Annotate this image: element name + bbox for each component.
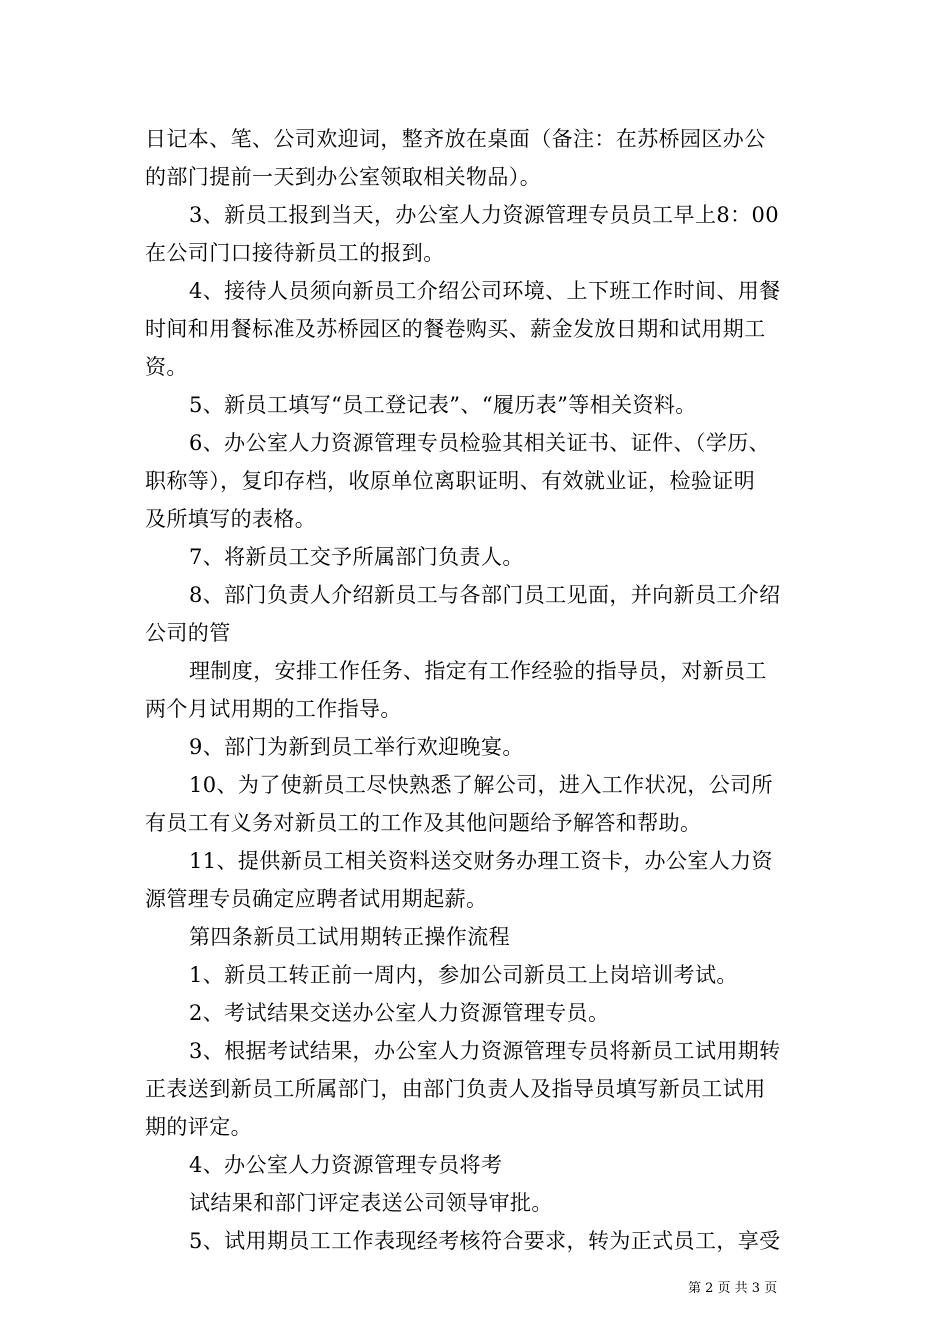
- text-line: 资。: [145, 355, 188, 379]
- text-line: 在公司门口接待新员工的报到。: [145, 241, 445, 265]
- text-line: 9、部门为新到员工举行欢迎晚宴。: [189, 735, 524, 759]
- text-line: 试结果和部门评定表送公司领导审批。: [189, 1191, 553, 1215]
- text-line: 时间和用餐标准及苏桥园区的餐卷购买、薪金发放日期和试用期工: [145, 317, 766, 341]
- text-line: 公司的管: [145, 621, 231, 645]
- text-line: 1、新员工转正前一周内，参加公司新员工上岗培训考试。: [189, 963, 738, 987]
- text-line: 及所填写的表格。: [145, 507, 317, 531]
- text-line: 4、接待人员须向新员工介绍公司环境、上下班工作时间、用餐: [189, 279, 781, 303]
- text-line: 两个月试用期的工作指导。: [145, 697, 402, 721]
- text-line: 3、根据考试结果，办公室人力资源管理专员将新员工试用期转: [189, 1039, 781, 1063]
- text-line: 期的评定。: [145, 1115, 252, 1139]
- text-line: 第四条新员工试用期转正操作流程: [189, 925, 510, 949]
- document-body: [145, 120, 813, 1260]
- text-line: 10、为了使新员工尽快熟悉了解公司，进入工作状况，公司所: [189, 773, 773, 797]
- text-line: 理制度，安排工作任务、指定有工作经验的指导员，对新员工: [189, 659, 767, 683]
- page-number: 第 2 页 共 3 页: [688, 1281, 778, 1296]
- text-line: 日记本、笔、公司欢迎词，整齐放在桌面（备注：在苏桥园区办公: [145, 127, 766, 151]
- text-line: 职称等），复印存档，收原单位离职证明、有效就业证，检验证明: [145, 469, 756, 493]
- text-line: 5、新员工填写“员工登记表”、“履历表”等相关资料。: [189, 393, 697, 417]
- text-line: 源管理专员确定应聘者试用期起薪。: [145, 887, 488, 911]
- text-line: 4、办公室人力资源管理专员将考: [189, 1153, 503, 1177]
- text-line: 的部门提前一天到办公室领取相关物品）。: [145, 165, 542, 189]
- text-line: 8、部门负责人介绍新员工与各部门员工见面，并向新员工介绍: [189, 583, 781, 607]
- text-line: 有员工有义务对新员工的工作及其他问题给予解答和帮助。: [145, 811, 702, 835]
- text-line: 7、将新员工交予所属部门负责人。: [189, 545, 524, 569]
- text-line: 正表送到新员工所属部门，由部门负责人及指导员填写新员工试用: [145, 1077, 766, 1101]
- text-line: 5、试用期员工工作表现经考核符合要求，转为正式员工，享受: [189, 1229, 781, 1253]
- text-line: 6、办公室人力资源管理专员检验其相关证书、证件、（学历、: [189, 431, 771, 455]
- text-line: 3、新员工报到当天，办公室人力资源管理专员员工早上8：00: [189, 203, 780, 227]
- text-line: 11、提供新员工相关资料送交财务办理工资卡，办公室人力资: [189, 849, 773, 873]
- text-line: 2、考试结果交送办公室人力资源管理专员。: [189, 1001, 610, 1025]
